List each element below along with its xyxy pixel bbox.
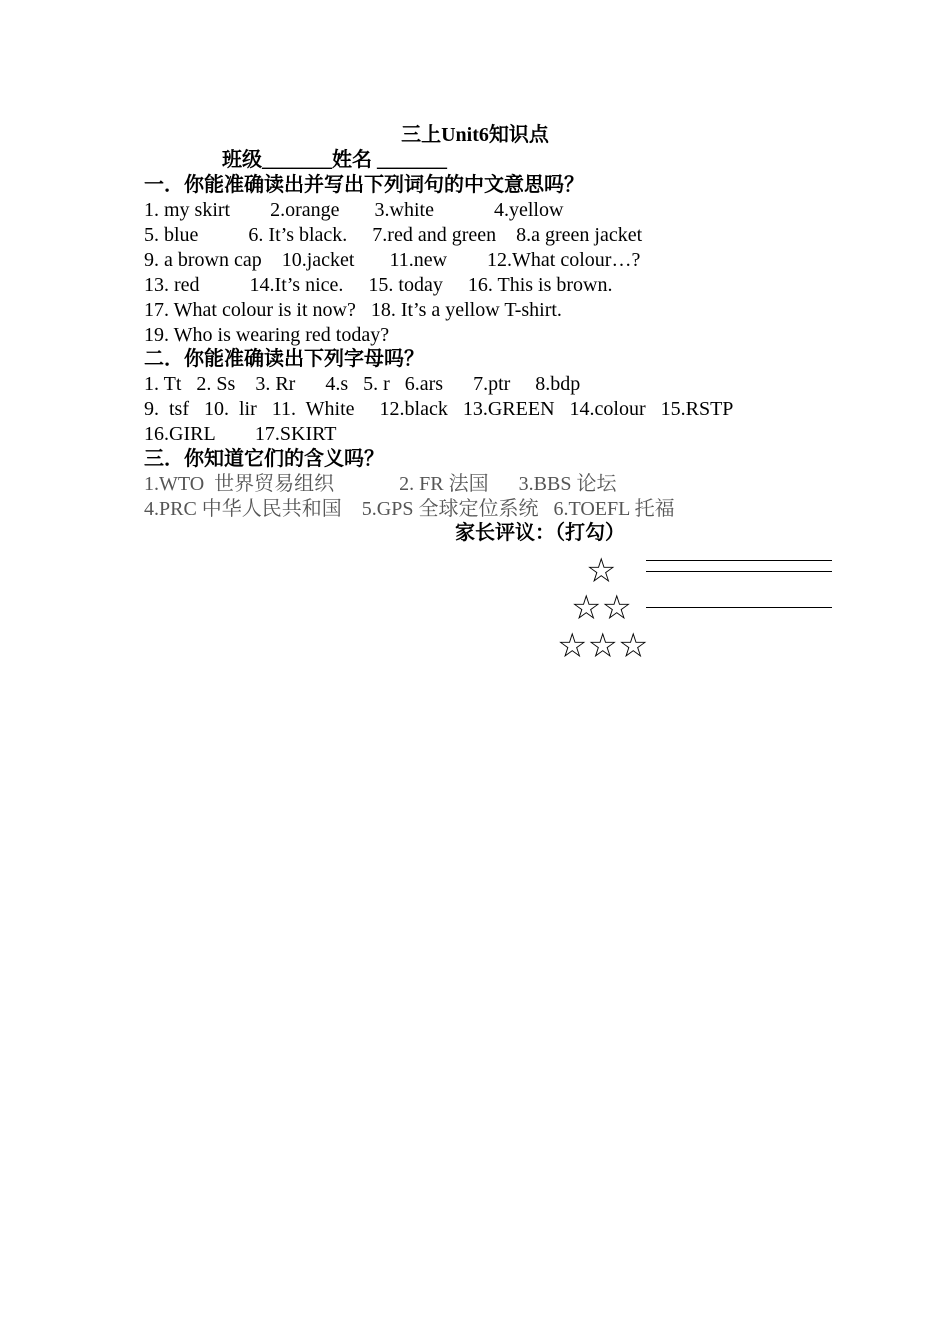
section1-line: 13. red 14.It’s nice. 15. today 16. This is brown. <box>144 274 613 296</box>
section1-line: 17. What colour is it now? 18. It’s a yellow T-shirt. <box>144 299 562 321</box>
comment-line <box>646 571 832 572</box>
page-title: 三上Unit6知识点 <box>401 124 549 146</box>
three-stars-icon: ☆☆☆ <box>557 628 649 665</box>
section3-line: 4.PRC 中华人民共和国 5.GPS 全球定位系统 6.TOEFL 托福 <box>144 498 675 520</box>
section1-line: 19. Who is wearing red today? <box>144 324 390 346</box>
section2-line: 16.GIRL 17.SKIRT <box>144 423 337 445</box>
class-name-line: 班级_______姓名 _______ <box>222 149 447 171</box>
two-stars-icon: ☆☆ <box>571 590 632 627</box>
parent-evaluation-heading: 家长评议：（打勾） <box>455 522 625 544</box>
section3-heading: 三．你知道它们的含义吗？ <box>144 448 384 470</box>
one-star-icon: ☆ <box>586 553 617 590</box>
section1-line: 9. a brown cap 10.jacket 11.new 12.What colour…? <box>144 249 641 271</box>
comment-line <box>646 607 832 608</box>
section1-heading: 一．你能准确读出并写出下列词句的中文意思吗？ <box>144 174 584 196</box>
section1-line: 1. my skirt 2.orange 3.white 4.yellow <box>144 199 564 221</box>
section3-line: 1.WTO 世界贸易组织 2. FR 法国 3.BBS 论坛 <box>144 473 617 495</box>
section2-heading: 二．你能准确读出下列字母吗？ <box>144 348 424 370</box>
section2-line: 9. tsf 10. lir 11. White 12.black 13.GREEN 14.colour 15.RSTP <box>144 398 734 420</box>
section1-line: 5. blue 6. It’s black. 7.red and green 8.a green jacket <box>144 224 643 246</box>
section2-line: 1. Tt 2. Ss 3. Rr 4.s 5. r 6.ars 7.ptr 8.bdp <box>144 373 581 395</box>
comment-line <box>646 560 832 561</box>
